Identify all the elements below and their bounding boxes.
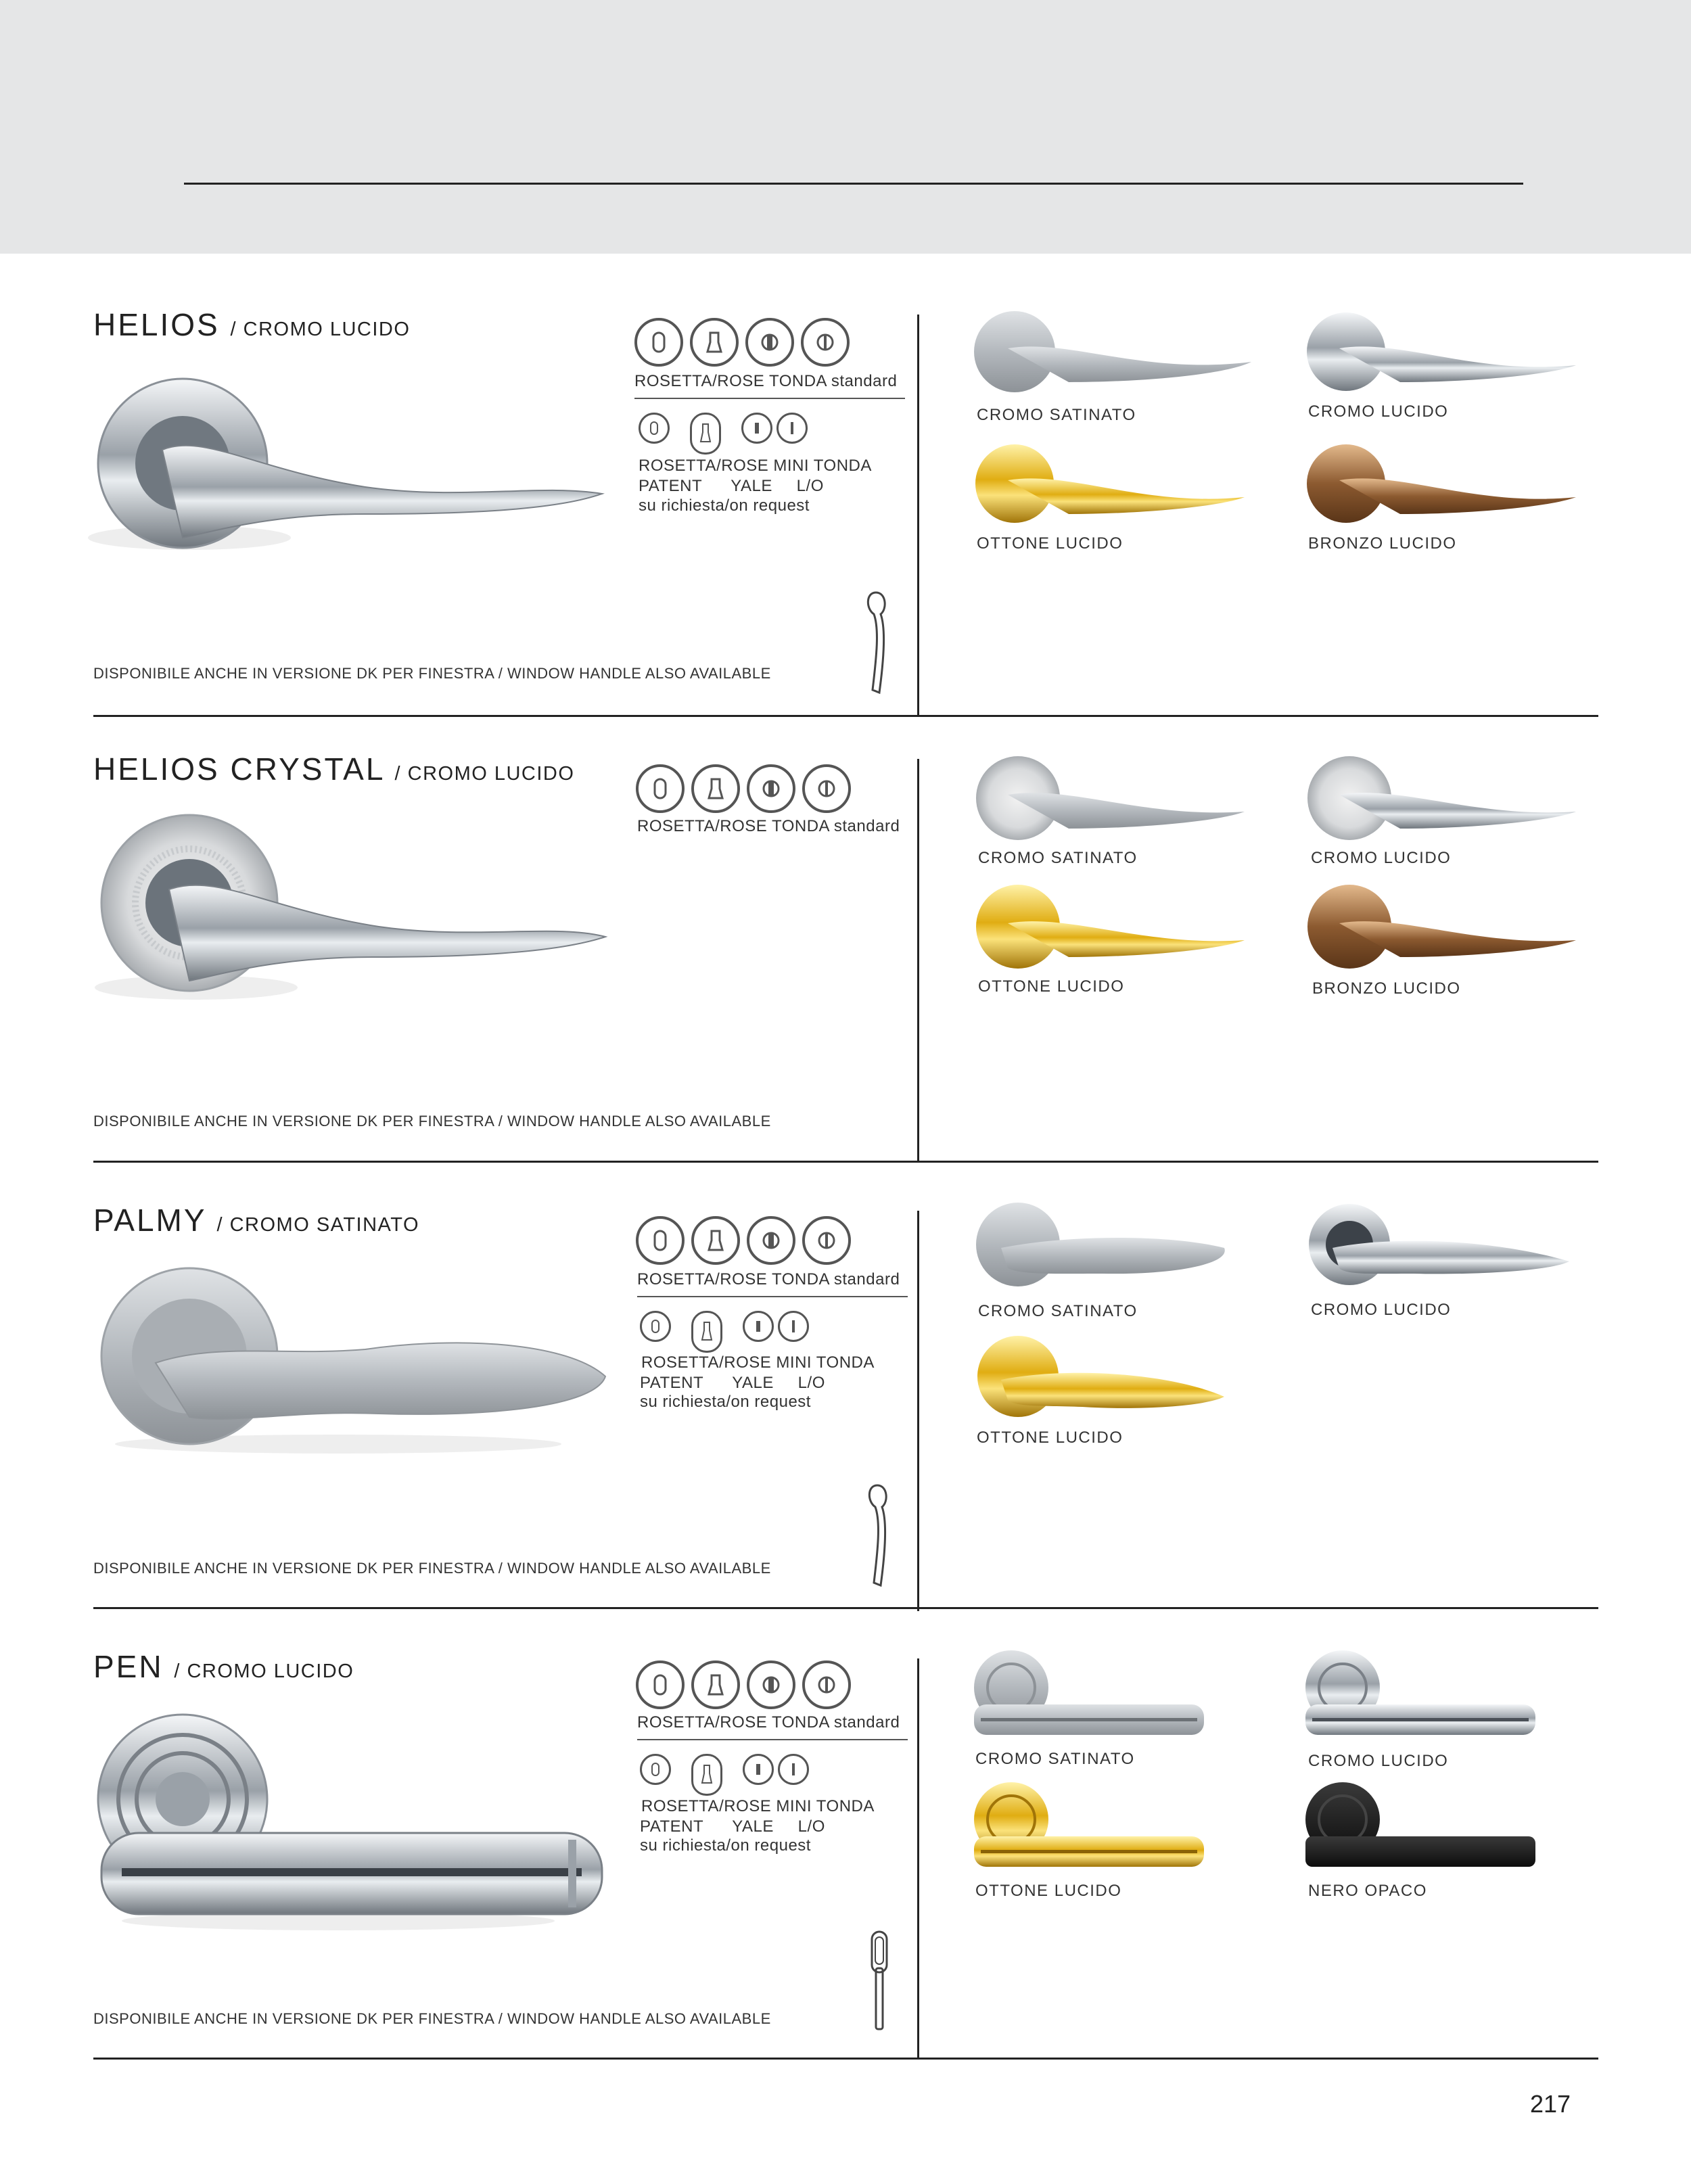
variant-image [1299,308,1583,402]
window-handle-icon [860,1481,894,1589]
column-divider [917,759,919,1161]
rose-standard-icons [636,764,851,813]
rose-mini-label: ROSETTA/ROSE MINI TONDA [639,457,872,475]
rose-divider [637,1739,908,1740]
variant-cromo-satinato [967,308,1251,424]
lo-rosette-icon [743,1311,774,1342]
product-finish: / CROMO LUCIDO [394,763,575,785]
variant-bronzo-lucido [1299,440,1583,553]
variant-label: CROMO SATINATO [978,1302,1138,1320]
rose-standard-label: ROSETTA/ROSE TONDA standard [637,1713,900,1732]
variant-image [967,1201,1251,1295]
variant-image [1299,751,1583,845]
rose-mini-types: PATENT YALE L/O [639,477,824,495]
rose-mini-types: PATENT YALE L/O [640,1374,825,1392]
variant-image [1299,1647,1583,1742]
rose-mini-label: ROSETTA/ROSE MINI TONDA [641,1353,875,1372]
lo-rosette-icon [747,1216,795,1265]
lever-handle-image [81,1711,622,1934]
window-handle-icon [862,1928,896,2036]
variant-label: OTTONE LUCIDO [978,977,1125,996]
yale-rosette-icon [691,764,740,813]
lo-rosette-icon [802,764,851,813]
product-name: PALMY [93,1203,206,1238]
dk-note: DISPONIBILE ANCHE IN VERSIONE DK PER FINESTRA / WINDOW HANDLE ALSO AVAILABLE [93,665,771,682]
page-number: 217 [1530,2090,1571,2118]
lo-rosette-icon [777,413,808,444]
variant-image [1299,440,1583,528]
yale-rosette-icon [691,1311,722,1353]
rose-standard-label: ROSETTA/ROSE TONDA standard [637,817,900,835]
lo-rosette-icon [778,1311,809,1342]
rose-divider [637,1296,908,1297]
lo-mini-group [743,1754,809,1796]
variant-cromo-lucido [1299,1201,1583,1319]
lo-mini-group [741,413,808,455]
on-request-label: su richiesta/on request [639,496,810,515]
variant-cromo-lucido [1299,751,1583,867]
rose-mini-types: PATENT YALE L/O [640,1817,825,1836]
lo-rosette-icon [745,318,794,367]
patent-rosette-icon [636,764,685,813]
lo-rosette-icon [778,1754,809,1785]
rose-standard-icons [634,318,850,367]
product-title [93,306,410,343]
variant-label: BRONZO LUCIDO [1312,979,1461,998]
variant-image [967,1647,1251,1742]
rose-mini-icons [640,1754,809,1796]
lo-rosette-icon [747,1660,795,1709]
patent-rosette-icon [640,1754,671,1785]
lo-rosette-icon [802,1660,851,1709]
variant-cromo-lucido [1299,308,1583,421]
patent-rosette-icon [640,1311,671,1342]
variant-image [1299,1201,1583,1295]
variant-label: CROMO LUCIDO [1311,849,1452,867]
variant-ottone-lucido [967,440,1251,553]
variant-image [967,1779,1251,1874]
variant-label: CROMO SATINATO [975,1750,1135,1768]
rose-mini-icons [640,1311,809,1353]
variant-label: CROMO LUCIDO [1308,402,1449,421]
column-divider [917,315,919,715]
patent-rosette-icon [636,1660,685,1709]
dk-note: DISPONIBILE ANCHE IN VERSIONE DK PER FINESTRA / WINDOW HANDLE ALSO AVAILABLE [93,2010,771,2027]
product-title [93,751,574,787]
variant-cromo-lucido [1299,1647,1583,1770]
column-divider [917,1211,919,1611]
variant-cromo-satinato [967,1647,1251,1768]
variant-label: OTTONE LUCIDO [975,1882,1122,1900]
section-divider [93,2058,1598,2060]
variant-image [1299,879,1583,974]
product-title [93,1202,419,1238]
variant-ottone-lucido [967,1332,1251,1447]
variant-bronzo-lucido [1299,879,1583,998]
product-name: PEN [93,1649,164,1684]
variant-image [967,879,1251,974]
variant-image [967,440,1251,528]
column-divider [917,1658,919,2058]
yale-rosette-icon [691,1754,722,1796]
rose-mini-label: ROSETTA/ROSE MINI TONDA [641,1797,875,1815]
product-finish: / CROMO LUCIDO [230,319,411,340]
section-divider [93,715,1598,717]
patent-rosette-icon [639,413,670,444]
lever-handle-image [81,808,622,1011]
variant-label: OTTONE LUCIDO [977,1428,1124,1447]
patent-rosette-icon [636,1216,685,1265]
variant-image [1299,1779,1583,1874]
variant-nero-opaco [1299,1779,1583,1900]
product-finish: / CROMO LUCIDO [174,1660,354,1682]
lo-rosette-icon [802,1216,851,1265]
section-divider [93,1161,1598,1163]
yale-rosette-icon [690,413,721,455]
patent-rosette-icon [634,318,683,367]
dk-note: DISPONIBILE ANCHE IN VERSIONE DK PER FINESTRA / WINDOW HANDLE ALSO AVAILABLE [93,1113,771,1130]
lo-rosette-icon [743,1754,774,1785]
lever-handle-image [81,369,622,572]
yale-rosette-icon [691,1216,740,1265]
header-rule [184,183,1523,185]
variant-label: CROMO SATINATO [978,849,1138,867]
variant-image [967,308,1251,402]
lo-rosette-icon [741,413,772,444]
on-request-label: su richiesta/on request [640,1393,811,1411]
rose-standard-icons [636,1660,851,1709]
product-title [93,1648,354,1685]
variant-label: CROMO LUCIDO [1308,1752,1449,1770]
yale-rosette-icon [691,1660,740,1709]
window-handle-icon [859,588,893,697]
variant-cromo-satinato [967,1201,1251,1320]
variant-label: NERO OPACO [1308,1882,1427,1900]
lever-handle-image [81,1261,622,1464]
variant-label: OTTONE LUCIDO [977,534,1124,553]
rose-standard-label: ROSETTA/ROSE TONDA standard [634,372,898,390]
variant-image [967,1332,1251,1420]
variant-ottone-lucido [967,879,1251,996]
product-finish: / CROMO SATINATO [216,1214,419,1236]
variant-label: CROMO LUCIDO [1311,1301,1452,1319]
lo-rosette-icon [801,318,850,367]
variant-image [967,751,1251,845]
variant-label: CROMO SATINATO [977,406,1136,424]
variant-ottone-lucido [967,1779,1251,1900]
rose-divider [634,398,905,399]
lo-rosette-icon [747,764,795,813]
variant-cromo-satinato [967,751,1251,867]
dk-note: DISPONIBILE ANCHE IN VERSIONE DK PER FINESTRA / WINDOW HANDLE ALSO AVAILABLE [93,1560,771,1577]
section-divider [93,1607,1598,1609]
yale-rosette-icon [690,318,739,367]
rose-standard-icons [636,1216,851,1265]
on-request-label: su richiesta/on request [640,1836,811,1855]
variant-label: BRONZO LUCIDO [1308,534,1457,553]
lo-mini-group [743,1311,809,1353]
product-name: HELIOS CRYSTAL [93,751,384,787]
rose-standard-label: ROSETTA/ROSE TONDA standard [637,1270,900,1288]
rose-mini-icons [639,413,808,455]
header-band [0,0,1691,254]
product-name: HELIOS [93,307,220,342]
